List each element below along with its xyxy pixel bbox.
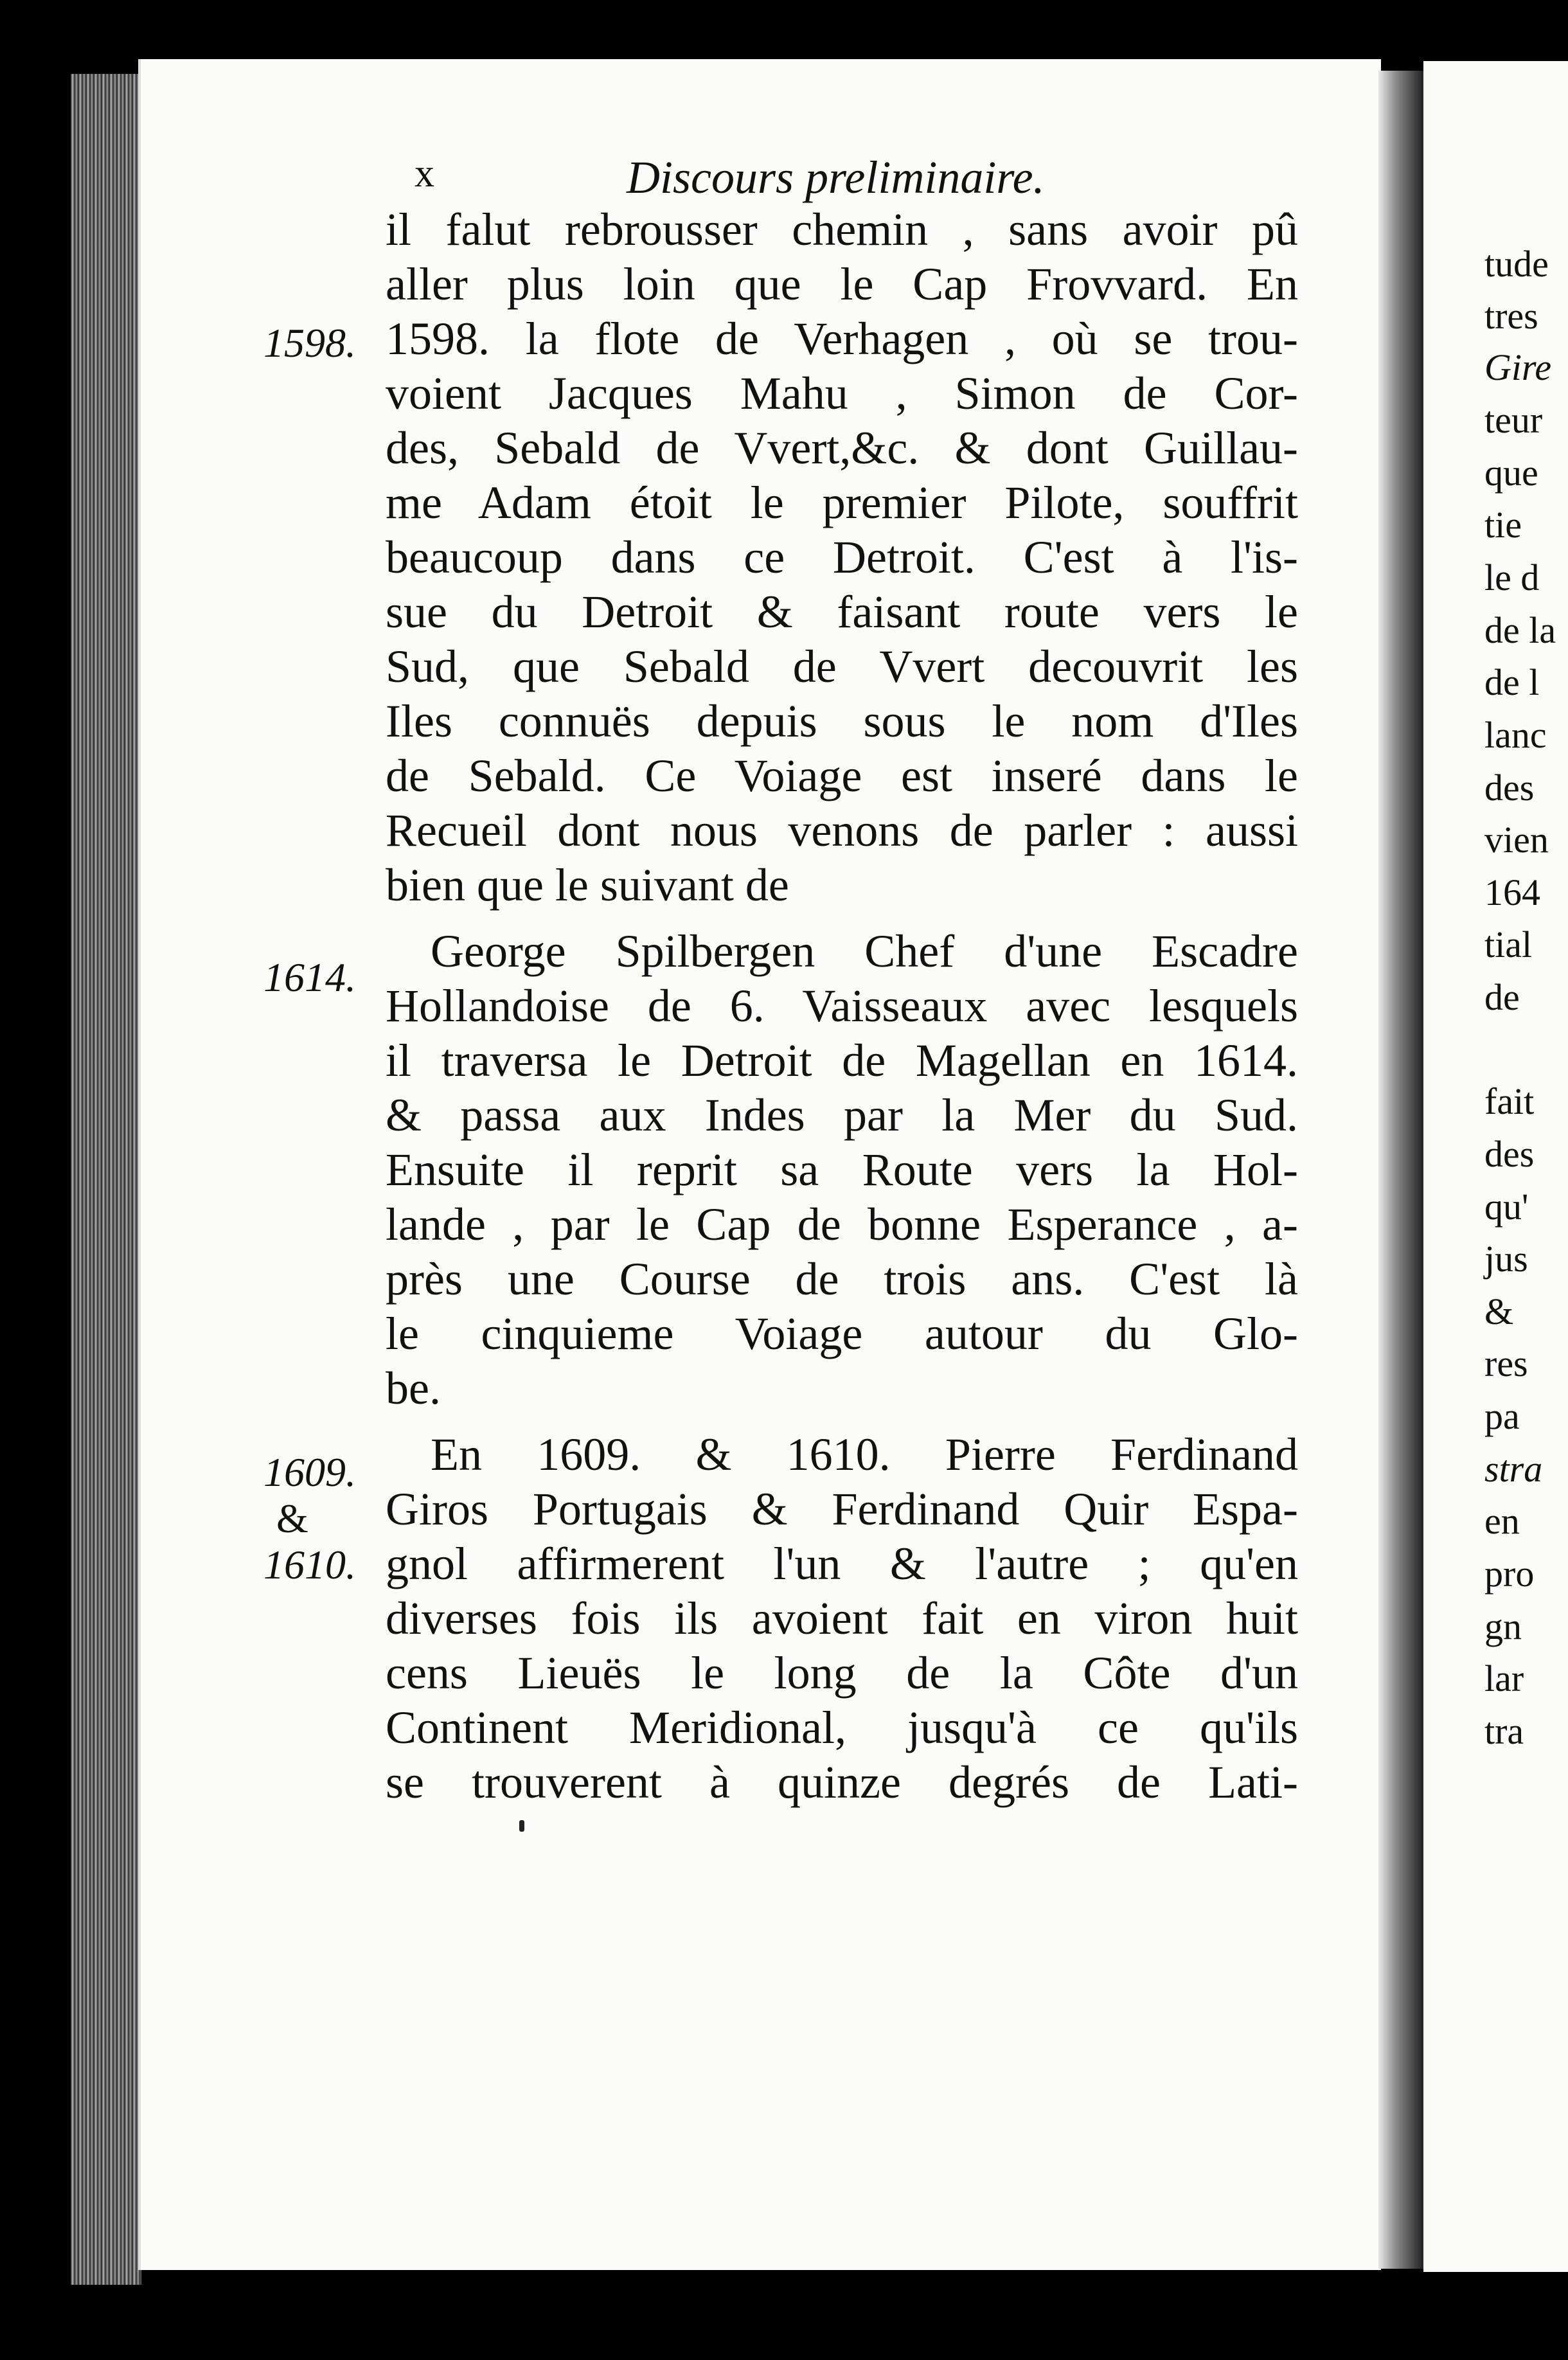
text-line: se trouverent à quinze degrés de Lati-: [386, 1757, 1298, 1808]
facing-line: le d: [1484, 557, 1540, 598]
text-line: près une Course de trois ans. C'est là: [386, 1253, 1298, 1305]
text-line: Hollandoise de 6. Vaisseaux avec lesquels: [386, 980, 1298, 1032]
facing-line: Gire: [1484, 346, 1552, 388]
facing-line: tres: [1484, 295, 1538, 337]
page-folio: x: [414, 152, 434, 195]
facing-line: de: [1484, 976, 1520, 1018]
facing-line: gn: [1484, 1605, 1522, 1647]
facing-line: des: [1484, 1133, 1535, 1175]
text-line: Recueil dont nous venons de parler : aussi: [386, 805, 1298, 856]
text-line: voient Jacques Mahu , Simon de Cor-: [386, 368, 1298, 419]
text-line: le cinquieme Voiage autour du Glo-: [386, 1308, 1298, 1359]
text-line: gnol affirmerent l'un & l'autre ; qu'en: [386, 1538, 1298, 1589]
facing-line: qu': [1484, 1186, 1529, 1228]
facing-line: lar: [1484, 1658, 1524, 1699]
facing-line: &: [1484, 1291, 1514, 1332]
facing-line: des: [1484, 767, 1535, 809]
text-line: aller plus loin que le Cap Frovvard. En: [386, 258, 1298, 310]
text-line: Ensuite il reprit sa Route vers la Hol-: [386, 1144, 1298, 1195]
text-line: George Spilbergen Chef d'une Escadre: [431, 925, 1298, 977]
facing-line: tie: [1484, 504, 1522, 546]
margin-date-1598: [263, 320, 356, 366]
text-line: En 1609. & 1610. Pierre Ferdinand: [431, 1429, 1298, 1480]
text-line: Iles connuës depuis sous le nom d'Iles: [386, 695, 1298, 747]
facing-line: de l: [1484, 661, 1540, 703]
text-line: il falut rebrousser chemin , sans avoir pû: [386, 204, 1298, 255]
paragraph-1614: [386, 924, 1298, 1416]
body-text: [386, 202, 1298, 1821]
paragraph-continuation: [386, 202, 1298, 312]
facing-line: lanc: [1484, 714, 1547, 756]
text-line: il traversa le Detroit de Magellan en 1614.: [386, 1035, 1298, 1086]
text-line: & passa aux Indes par la Mer du Sud.: [386, 1089, 1298, 1141]
text-line: bien que le suivant de: [386, 859, 789, 911]
text-line: me Adam étoit le premier Pilote, souffrit: [386, 477, 1298, 528]
facing-line: en: [1484, 1500, 1520, 1542]
facing-line: pa: [1484, 1395, 1520, 1437]
running-head: Discours preliminaire.: [627, 152, 1045, 203]
paragraph-1609: [386, 1427, 1298, 1810]
facing-line: tude: [1484, 243, 1549, 285]
text-line: Continent Meridional, jusqu'à ce qu'ils: [386, 1702, 1298, 1753]
text-line: be.: [386, 1363, 441, 1414]
facing-line: fait: [1484, 1080, 1535, 1122]
facing-line: de la: [1484, 609, 1556, 651]
text-line: diverses fois ils avoient fait en viron huit: [386, 1593, 1298, 1644]
text-line: 1598. la flote de Verhagen , où se trou-: [386, 313, 1298, 364]
margin-date-text: 1610.: [263, 1542, 356, 1587]
text-line: des, Sebald de Vvert,&c. & dont Guillau-: [386, 422, 1298, 474]
facing-line: pro: [1484, 1553, 1535, 1595]
margin-date-text: 1614.: [263, 954, 356, 1000]
facing-line: stra: [1484, 1448, 1543, 1490]
paragraph-1598: [386, 312, 1298, 913]
text-line: Sud, que Sebald de Vvert decouvrit les: [386, 641, 1298, 692]
margin-amp-text: &: [276, 1496, 308, 1541]
margin-date-1614: [263, 954, 356, 1001]
facing-page-fragment: [1423, 61, 1568, 2272]
margin-date-text: 1609.: [263, 1449, 356, 1495]
text-line: de Sebald. Ce Voiage est inseré dans le: [386, 750, 1298, 801]
text-line: lande , par le Cap de bonne Esperance , a-: [386, 1199, 1298, 1250]
facing-line: vien: [1484, 819, 1549, 861]
margin-date-text: 1598.: [263, 320, 356, 366]
margin-date-1609-1610: [263, 1449, 356, 1588]
facing-line: teur: [1484, 399, 1543, 441]
text-line: beaucoup dans ce Detroit. C'est à l'is-: [386, 532, 1298, 583]
book-gutter: [1378, 71, 1423, 2269]
text-line: cens Lieuës le long de la Côte d'un: [386, 1647, 1298, 1699]
facing-line: tial: [1484, 924, 1533, 965]
facing-line: 164: [1484, 872, 1540, 913]
text-line: sue du Detroit & faisant route vers le: [386, 586, 1298, 638]
facing-line: tra: [1484, 1710, 1524, 1752]
ink-speck: [519, 1820, 524, 1832]
facing-line: res: [1484, 1343, 1528, 1384]
book-edge-left: [71, 74, 141, 2285]
text-line: Giros Portugais & Ferdinand Quir Espa-: [386, 1483, 1298, 1535]
facing-line: que: [1484, 452, 1538, 494]
facing-line: jus: [1484, 1238, 1528, 1280]
